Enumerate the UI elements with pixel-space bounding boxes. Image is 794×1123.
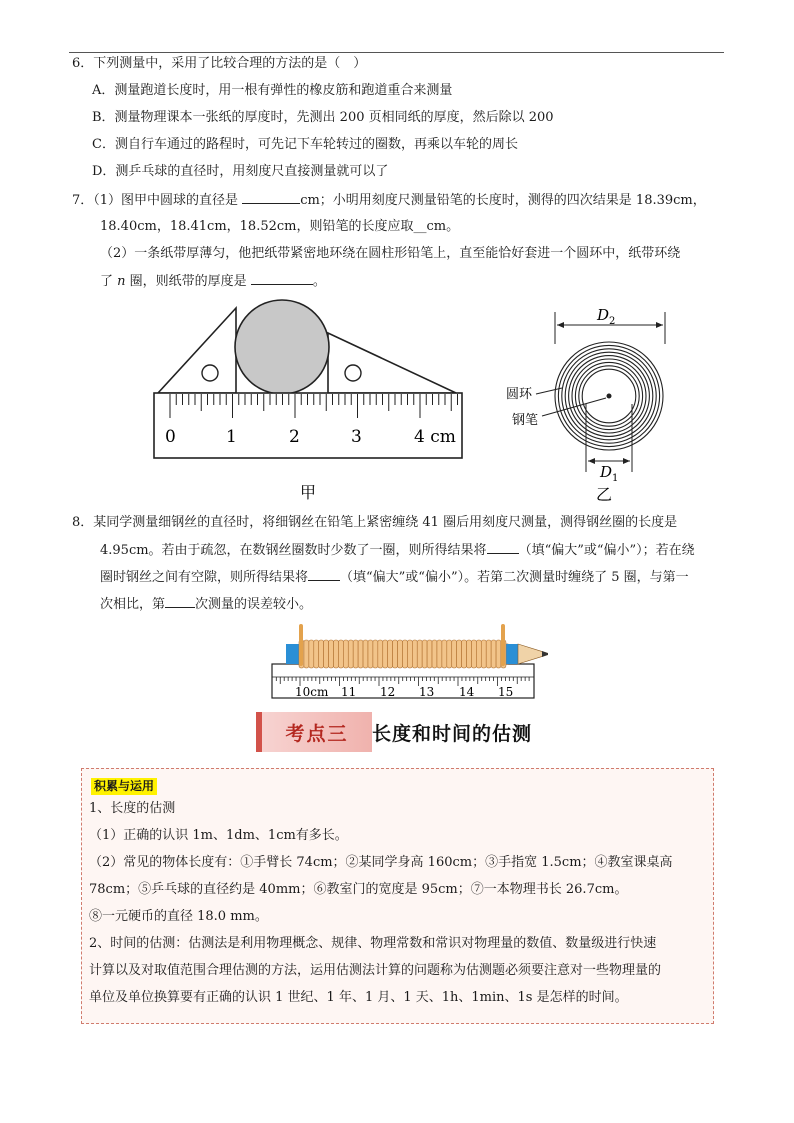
coil-turn — [447, 640, 452, 668]
d2-subscript: 2 — [609, 316, 616, 327]
d1-arrow-left — [588, 458, 595, 464]
label-pen: 钢笔 — [512, 413, 539, 428]
coil-turn — [343, 640, 348, 668]
notes-line-4: 78cm；⑤乒乓球的直径约是 40mm；⑥教室门的宽度是 95cm；⑦一本物理书长 26.7cm。 — [89, 882, 628, 897]
notes-line-7: 计算以及对取值范围合理估测的方法，运用估测法计算的问题称为估测题必须要注意对一些物理量的 — [89, 963, 662, 978]
top-rule — [69, 52, 724, 53]
coil-turn — [363, 640, 368, 668]
q6-option-d: D．测乒乓球的直径时，用刻度尺直接测量就可以了 — [92, 164, 389, 179]
notes-line-1: 1、长度的估测 — [89, 801, 176, 816]
figure-coil — [268, 620, 548, 702]
q7-line3: （2）一条纸带厚薄匀，他把纸带紧密地环绕在圆柱形铅笔上，直至能恰好套进一个圆环中，纸带环绕 — [100, 246, 681, 261]
q8-line3-b: （填“偏大”或“偏小”）。若第二次测量时缠绕了 5 圈，与第一 — [340, 570, 689, 585]
coil-turn — [457, 640, 462, 668]
coil-turn — [358, 640, 363, 668]
q6-option-a: A．测量跑道长度时，用一根有弹性的橡皮筋和跑道重合来测量 — [92, 83, 453, 98]
coil-turn — [348, 640, 353, 668]
section-badge-text: 考点三 — [285, 722, 349, 745]
notes-tag: 积累与运用 — [91, 778, 157, 795]
tick-label-4: 4 cm — [414, 427, 456, 447]
tick-label-2: 2 — [289, 427, 300, 447]
pencil-lead — [542, 651, 548, 657]
d2-arrow-right — [656, 322, 663, 328]
coil-turn — [407, 640, 412, 668]
d2-label — [596, 306, 615, 327]
pen-center-dot — [607, 394, 612, 399]
pen-leader — [542, 398, 606, 416]
coil-turn — [467, 640, 472, 668]
q8-line3 — [100, 568, 689, 587]
q8-line4-b: 次测量的误差较小。 — [195, 597, 313, 612]
coil-turn — [402, 640, 407, 668]
notes-line-8: 单位及单位换算要有正确的认识 1 世纪、1 年、1 月、1 天、1h、1min、1s 是怎样的时间。 — [89, 990, 628, 1005]
q7-line1 — [72, 191, 706, 210]
q7-blank-1[interactable] — [242, 191, 300, 204]
coil-tick-15: 15 — [498, 685, 514, 699]
d1-letter: D — [600, 463, 613, 481]
coil-turn — [304, 640, 309, 668]
figure-yi — [500, 304, 680, 504]
q7-blank-2[interactable] — [251, 272, 313, 285]
coil-tick-11: 11 — [341, 685, 357, 699]
notes-line-5: ⑧一元硬币的直径 18.0 mm。 — [89, 909, 268, 924]
coil-turn — [373, 640, 378, 668]
coil-turn — [319, 640, 324, 668]
q7-line1-a: 7．（1）图甲中圆球的直径是 — [72, 193, 239, 208]
section-title: 长度和时间的估测 — [372, 723, 533, 745]
coil-turn — [314, 640, 319, 668]
coil-tick-14: 14 — [459, 685, 475, 699]
figure-jia — [148, 298, 468, 508]
figure-yi-caption: 乙 — [596, 485, 613, 504]
coil-turn — [476, 640, 481, 668]
q7-line4-n: n — [117, 274, 126, 289]
q6-option-b: B．测量物理课本一张纸的厚度时，先测出 200 页相同纸的厚度，然后除以 200 — [92, 110, 554, 125]
q6-option-c: C．测自行车通过的路程时，可先记下车轮转过的圈数，再乘以车轮的周长 — [92, 137, 518, 152]
coil-turn — [486, 640, 491, 668]
q7-line2: 18.40cm，18.41cm，18.52cm，则铅笔的长度应取__cm。 — [100, 219, 460, 234]
coil-turn — [471, 640, 476, 668]
coil-turn — [496, 640, 501, 668]
coil-turn — [378, 640, 383, 668]
coil-tick-10: 10cm — [295, 685, 329, 699]
pencil-band — [506, 644, 518, 664]
right-triangle-hole — [345, 365, 361, 381]
q7-line4-c: 。 — [312, 274, 326, 289]
wire-coil — [299, 640, 506, 668]
coil-turn — [368, 640, 373, 668]
coil-turn — [333, 640, 338, 668]
coil-turn — [442, 640, 447, 668]
notes-line-6: 2、时间的估测：估测法是利用物理概念、规律、物理常数和常识对物理量的数值、数量级进行快速 — [89, 936, 657, 951]
left-triangle-hole — [202, 365, 218, 381]
coil-tick-12: 12 — [380, 685, 396, 699]
left-triangle — [158, 308, 236, 393]
q7-line4 — [100, 272, 326, 291]
coil-turn — [427, 640, 432, 668]
wire-end-right — [501, 624, 505, 666]
coil-tick-13: 13 — [419, 685, 435, 699]
q7-line1-b: cm；小明用刻度尺测量铅笔的长度时，测得的四次结果是 18.39cm， — [300, 193, 706, 208]
tick-label-0: 0 — [165, 427, 176, 447]
pencil-end-cap — [286, 644, 300, 664]
tick-label-1: 1 — [226, 427, 237, 447]
coil-turn — [432, 640, 437, 668]
notes-line-3: （2）常见的物体长度有：①手臂长 74cm；②某同学身高 160cm；③手指宽 1.5cm；④教室课桌高 — [89, 855, 673, 870]
q7-line4-a: 了 — [100, 274, 114, 289]
coil-turn — [417, 640, 422, 668]
d1-subscript: 1 — [612, 473, 619, 484]
coil-turn — [437, 640, 442, 668]
notes-line-2: （1）正确的认识 1m、1dm、1cm有多长。 — [89, 828, 348, 843]
q8-line4-a: 次相比，第 — [100, 597, 166, 612]
coil-turn — [353, 640, 358, 668]
coil-turn — [329, 640, 334, 668]
right-triangle — [328, 333, 456, 393]
d1-label — [599, 463, 618, 484]
q6-stem: 6．下列测量中，采用了比较合理的方法的是（ ） — [72, 56, 367, 71]
q8-blank-3[interactable] — [165, 595, 195, 608]
figure-jia-caption: 甲 — [300, 483, 317, 502]
q8-line2-b: （填“偏大”或“偏小”）；若在绕 — [518, 543, 695, 558]
label-ring: 圆环 — [506, 387, 533, 402]
coil-turn — [452, 640, 457, 668]
q8-line1: 8．某同学测量细钢丝的直径时，将细钢丝在铅笔上紧密缠绕 41 圈后用刻度尺测量，测得钢丝圈的长度是 — [72, 515, 678, 530]
d2-letter: D — [597, 306, 610, 324]
q8-blank-1[interactable] — [487, 541, 519, 554]
q8-line2-a: 4.95cm。若由于疏忽，在数钢丝圈数时少数了一圈，则所得结果将 — [100, 543, 487, 558]
d1-arrow-right — [623, 458, 630, 464]
coil-turn — [324, 640, 329, 668]
q8-line4 — [100, 595, 312, 614]
section-badge — [256, 712, 372, 752]
ball — [235, 300, 329, 394]
coil-turn — [412, 640, 417, 668]
coil-turn — [491, 640, 496, 668]
q7-line4-b: 圈，则纸带的厚度是 — [129, 274, 247, 289]
q8-line3-a: 圈时钢丝之间有空隙，则所得结果将 — [100, 570, 309, 585]
coil-turn — [383, 640, 388, 668]
coil-turn — [309, 640, 314, 668]
wire-end-left — [299, 624, 303, 666]
coil-turn — [481, 640, 486, 668]
coil-turn — [422, 640, 427, 668]
tick-label-3: 3 — [351, 427, 362, 447]
coil-turn — [388, 640, 393, 668]
coil-turn — [398, 640, 403, 668]
coil-turn — [462, 640, 467, 668]
coil-turn — [338, 640, 343, 668]
d2-arrow-left — [557, 322, 564, 328]
q8-line2 — [100, 541, 695, 560]
coil-turn — [393, 640, 398, 668]
q8-blank-2[interactable] — [308, 568, 340, 581]
